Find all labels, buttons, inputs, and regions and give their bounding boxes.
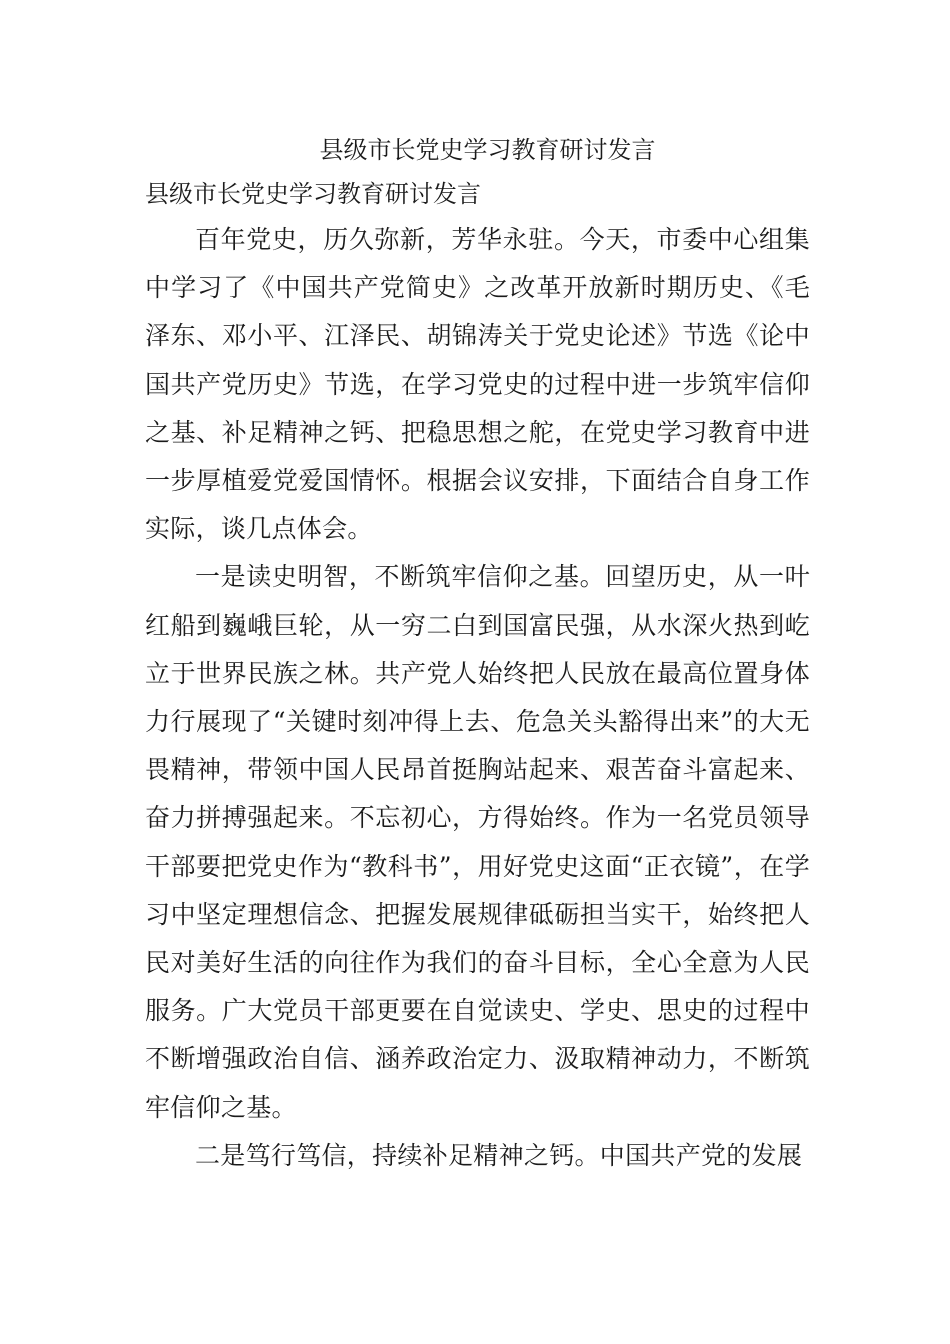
paragraph-point-one: 一是读史明智，不断筑牢信仰之基。回望历史，从一叶红船到巍峨巨轮，从一穷二白到国富民强，从水深火热到屹立于世界民族之林。共产党人始终把人民放在最高位置身体力行展现了“关键时刻冲得上去、危急关头豁得出来”的大无畏精神，带领中国人民昂首挺胸站起来、艰苦奋斗富起来、奋力拼搏强起来。不忘初心，方得始终。作为一名党员领导干部要把党史作为“教科书”，用好党史这面“正衣镜”，在学习中坚定理想信念、把握发展规律砥砺担当实干，始终把人民对美好生活的向往作为我们的奋斗目标，全心全意为人民服务。广大党员干部更要在自觉读史、学史、思史的过程中不断增强政治自信、涵养政治定力、汲取精神动力，不断筑牢信仰之基。	[145, 562, 810, 1122]
document-title: 县级市长党史学习教育研讨发言	[319, 136, 656, 164]
document-page	[145, 128, 810, 1180]
paragraph-intro: 百年党史，历久弥新，芳华永驻。今天，市委中心组集中学习了《中国共产党简史》之改革开放新时期历史、《毛泽东、邓小平、江泽民、胡锦涛关于党史论述》节选《论中国共产党历史》节选，在学习党史的过程中进一步筑牢信仰之基、补足精神之钙、把稳思想之舵，在党史学习教育中进一步厚植爱党爱国情怀。根据会议安排，下面结合自身工作实际，谈几点体会。	[145, 225, 810, 544]
paragraph-point-two: 二是笃行笃信，持续补足精神之钙。中国共产党的发展	[195, 1140, 803, 1170]
document-subtitle: 县级市长党史学习教育研讨发言	[145, 180, 481, 208]
